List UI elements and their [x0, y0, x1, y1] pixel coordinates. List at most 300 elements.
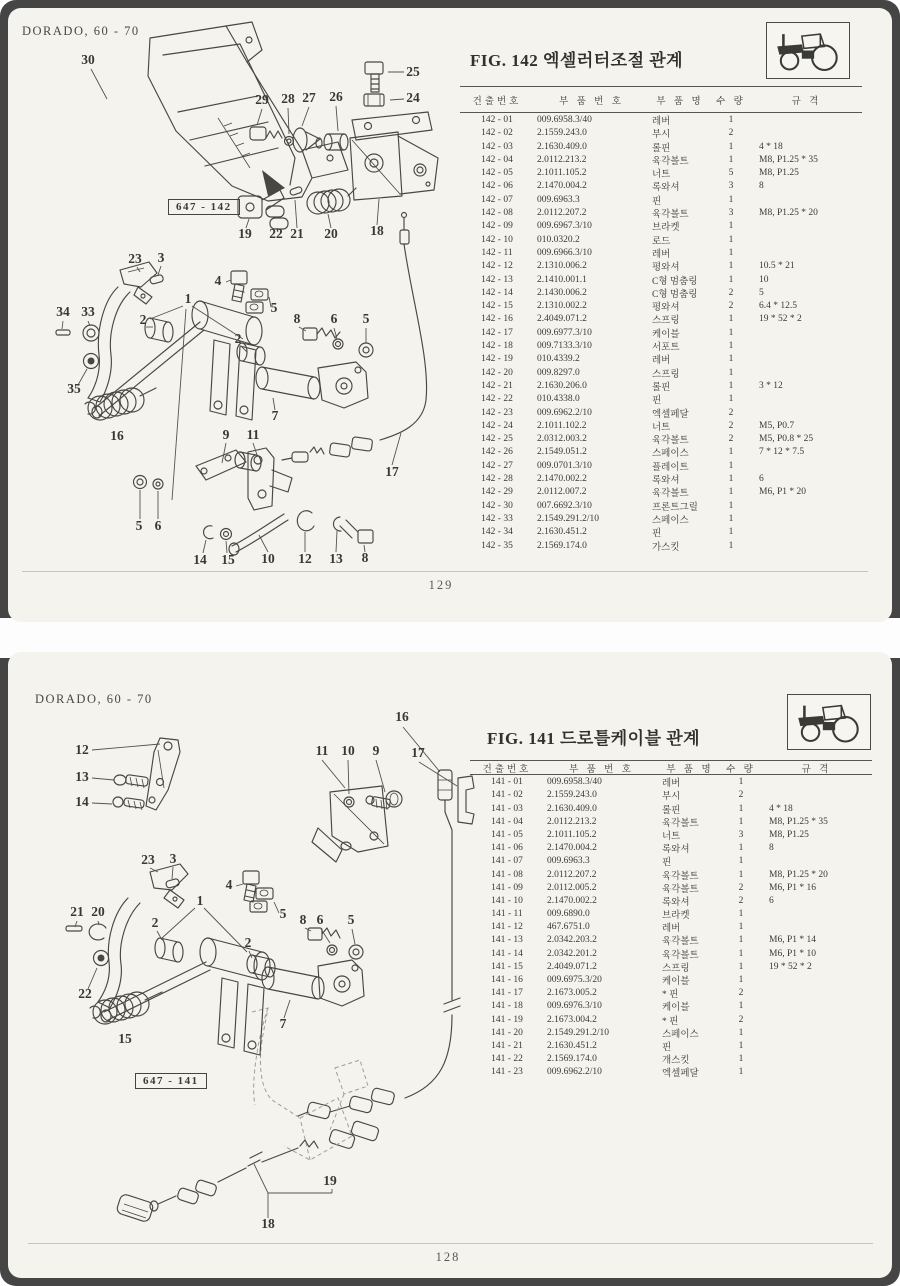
table-cell: 2.1630.206.0: [537, 380, 587, 391]
part-callout-number: 11: [246, 427, 260, 442]
table-cell: 부시: [662, 792, 681, 803]
table-cell: 142 - 34: [481, 527, 513, 538]
table-cell: 1: [738, 816, 744, 827]
table-cell: 142 - 12: [481, 261, 513, 272]
table-cell: 141 - 20: [491, 1027, 523, 1038]
table-cell: 2.1630.409.0: [537, 141, 587, 152]
table-cell: 1: [738, 948, 744, 959]
table-cell: 141 - 08: [491, 869, 523, 880]
table-cell: M8, P1.25 * 20: [769, 869, 828, 880]
table-row: [460, 326, 862, 339]
table-row: [460, 179, 862, 192]
table-cell: 2: [728, 128, 734, 139]
table-cell: M8, P1.25: [769, 829, 809, 840]
table-cell: 10.5 * 21: [759, 261, 795, 272]
table-cell: 1: [728, 460, 734, 471]
part-callout-number: 11: [315, 743, 329, 758]
table-cell: 141 - 21: [491, 1040, 523, 1051]
table-cell: 케이블: [652, 329, 680, 340]
part-callout-number: 27: [302, 90, 316, 105]
table-cell: 2: [738, 882, 744, 893]
table-cell: 1: [738, 1027, 744, 1038]
table-row: [460, 299, 862, 312]
table-cell: 009.6976.3/10: [547, 1001, 602, 1012]
part-callout-number: 10: [261, 551, 275, 566]
table-cell: 141 - 09: [491, 882, 523, 893]
table-cell: 레버: [652, 356, 671, 367]
table-cell: 142 - 26: [481, 447, 513, 458]
table-cell: 141 - 18: [491, 1001, 523, 1012]
table-row: [460, 499, 862, 512]
table-cell: 467.6751.0: [547, 922, 590, 933]
table-cell: 142 - 19: [481, 354, 513, 365]
part-callout-number: 3: [157, 250, 165, 265]
table-cell: 2.0112.213.2: [537, 154, 587, 165]
table-cell: 엑셀페달: [652, 409, 689, 420]
table-cell: 2: [738, 895, 744, 906]
table-cell: 009.6962.2/10: [547, 1067, 602, 1078]
table-cell: 10: [759, 274, 769, 285]
table-cell: 개스킷: [662, 1056, 690, 1067]
table-cell: 2.1549.291.2/10: [537, 513, 600, 524]
table-cell: 레버: [652, 117, 671, 127]
part-callout-number: 5: [347, 912, 355, 927]
table-cell: 009.7133.3/10: [537, 341, 592, 352]
callout-leader-line: [257, 109, 262, 125]
tractor-icon-box: [787, 694, 871, 750]
callout-leader-line: [288, 108, 289, 134]
table-cell: 1: [728, 341, 734, 352]
table-cell: 1: [728, 221, 734, 232]
table-cell: 2.1430.006.2: [537, 287, 587, 298]
table-cell: 2.1470.002.2: [547, 895, 597, 906]
table-cell: 2: [728, 434, 734, 445]
table-cell: 142 - 28: [481, 474, 513, 485]
table-cell: 핀: [652, 396, 662, 407]
table-cell: C형 멈춤링: [652, 276, 698, 287]
column-header: 부 품 번 호: [559, 96, 624, 107]
table-cell: 2.0112.207.2: [537, 208, 587, 219]
table-cell: M6, P1 * 10: [769, 948, 816, 959]
callout-leader-line: [376, 760, 385, 792]
table-cell: 142 - 35: [481, 540, 513, 551]
table-cell: 2.1630.451.2: [537, 527, 587, 538]
table-cell: 2.0112.213.2: [547, 816, 597, 827]
part-callout-number: 7: [279, 1016, 287, 1031]
table-cell: 로드: [652, 236, 671, 247]
table-cell: 육각볼트: [662, 871, 699, 882]
callout-leader-line: [91, 69, 107, 99]
table-cell: 레버: [662, 924, 681, 935]
table-cell: 141 - 06: [491, 843, 523, 854]
table-cell: 1: [728, 380, 734, 391]
part-callout-number: 5: [135, 518, 143, 533]
column-header: 부 품 번 호: [569, 765, 634, 775]
table-cell: 142 - 03: [481, 141, 513, 152]
table-cell: 141 - 12: [491, 922, 523, 933]
part-callout-number: 16: [395, 709, 409, 724]
table-cell: 1: [738, 935, 744, 946]
table-row: [460, 392, 862, 405]
part-callout-number: 6: [330, 311, 338, 326]
table-cell: 142 - 33: [481, 513, 513, 524]
table-cell: 록와셔: [652, 183, 680, 194]
table-row: [460, 153, 862, 166]
table-cell: 1: [728, 394, 734, 405]
table-cell: 육각볼트: [662, 818, 699, 829]
table-cell: 009.6963.3: [547, 856, 590, 867]
table-cell: 2.1559.243.0: [547, 790, 597, 801]
table-row: [460, 525, 862, 538]
table-row: [470, 788, 872, 801]
part-callout-number: 33: [81, 304, 95, 319]
part-callout-number: 3: [169, 851, 177, 866]
table-cell: 142 - 13: [481, 274, 513, 285]
parts-table-fig142: [460, 86, 862, 552]
table-cell: 2.1569.174.0: [537, 540, 587, 551]
table-cell: 2: [738, 1014, 744, 1025]
part-callout-number: 13: [75, 769, 89, 784]
table-cell: 009.8297.0: [537, 367, 580, 378]
page-number: 128: [435, 1250, 461, 1264]
table-cell: 142 - 18: [481, 341, 513, 352]
table-cell: 2.1549.051.2: [537, 447, 587, 458]
table-cell: 1: [728, 194, 734, 205]
part-callout-number: 23: [128, 251, 142, 266]
support-bracket-18: [350, 112, 438, 200]
column-header: 부 품 명: [666, 765, 714, 775]
part-callout-number: 35: [67, 381, 81, 396]
table-row: [460, 339, 862, 352]
table-cell: 141 - 04: [491, 816, 523, 827]
table-cell: 너트: [652, 170, 671, 181]
table-row: [460, 219, 862, 232]
table-cell: 1: [738, 1054, 744, 1065]
table-row: [470, 947, 872, 960]
table-row: [470, 1026, 872, 1039]
table-cell: 1: [728, 115, 734, 125]
table-cell: 1: [738, 922, 744, 933]
fastener-cluster-29-26: [250, 127, 348, 152]
model-label: DORADO, 60 - 70: [35, 692, 153, 706]
table-cell: 142 - 06: [481, 181, 513, 192]
table-cell: 1: [738, 869, 744, 880]
part-callout-number: 15: [118, 1031, 132, 1046]
table-cell: 너트: [662, 831, 681, 842]
table-cell: 스프링: [662, 963, 690, 974]
table-row: [460, 126, 862, 139]
table-cell: 육각볼트: [662, 950, 699, 961]
table-cell: M5, P0.8 * 25: [759, 434, 814, 445]
table-cell: 141 - 23: [491, 1067, 523, 1078]
table-cell: 2.1470.004.2: [537, 181, 587, 192]
page-number: 129: [428, 578, 454, 592]
part-callout-number: 14: [75, 794, 89, 809]
table-cell: 5: [759, 287, 764, 298]
table-row: [460, 113, 862, 126]
table-row: [470, 1065, 872, 1078]
table-cell: 가스킷: [652, 542, 680, 553]
table-cell: 6: [759, 474, 764, 485]
table-row: [470, 894, 872, 907]
table-cell: 2.4049.071.2: [537, 314, 587, 325]
table-cell: 4 * 18: [759, 141, 783, 152]
callout-leader-line: [158, 266, 161, 275]
table-row: [470, 1039, 872, 1052]
part-callout-number: 2: [244, 935, 252, 950]
table-cell: 스페이스: [652, 515, 689, 526]
part-callout-number: 16: [110, 428, 124, 443]
table-row: [470, 1013, 872, 1026]
table-cell: 6: [769, 895, 774, 906]
table-cell: 너트: [652, 422, 671, 433]
table-row: [470, 920, 872, 933]
table-cell: 2.0342.203.2: [547, 935, 597, 946]
table-cell: 2.1630.409.0: [547, 803, 597, 814]
table-cell: 009.6962.2/10: [537, 407, 592, 418]
table-cell: 스페이스: [652, 449, 689, 460]
table-cell: 2.1559.243.0: [537, 128, 587, 139]
table-cell: 스페이스: [662, 1029, 699, 1040]
callout-leader-line: [336, 106, 338, 131]
table-cell: 009.6966.3/10: [537, 247, 592, 258]
part-callout-number: 15: [221, 552, 235, 567]
bracket-11-bolt-9: [312, 786, 402, 862]
table-cell: M6, P1 * 14: [769, 935, 816, 946]
table-cell: 2.0342.201.2: [547, 948, 597, 959]
table-cell: 141 - 03: [491, 803, 523, 814]
table-row: [470, 999, 872, 1012]
table-row: [470, 933, 872, 946]
table-cell: 141 - 11: [491, 909, 523, 920]
table-row: [460, 445, 862, 458]
table-cell: 142 - 14: [481, 287, 513, 298]
table-cell: 육각볼트: [652, 436, 689, 447]
part-callout-number: 1: [184, 291, 192, 306]
table-row: [460, 259, 862, 272]
table-cell: M8, P1.25: [759, 168, 799, 179]
callout-leader-line: [62, 321, 63, 329]
bolt-25-nut-24: [364, 62, 384, 106]
part-callout-number: 21: [290, 226, 304, 241]
table-row: [470, 815, 872, 828]
table-cell: 핀: [662, 1042, 672, 1053]
table-cell: 142 - 22: [481, 394, 513, 405]
part-callout-number: 9: [372, 743, 380, 758]
page-fig142: [8, 8, 892, 622]
table-cell: 141 - 10: [491, 895, 523, 906]
table-cell: 스프링: [652, 369, 680, 380]
table-cell: 브라켓: [652, 223, 680, 234]
table-cell: 록와셔: [662, 845, 690, 856]
table-cell: 010.0320.2: [537, 234, 580, 245]
part-callout-number: 6: [316, 912, 324, 927]
table-cell: 2.1011.102.2: [537, 420, 587, 431]
table-cell: 2: [738, 790, 744, 801]
table-cell: 1: [728, 154, 734, 165]
part-callout-number: 12: [298, 551, 312, 566]
cable-adjuster-16-17: [438, 770, 474, 824]
tractor-icon: [788, 695, 870, 749]
part-callout-number: 22: [269, 226, 283, 241]
part-callout-number: 18: [370, 223, 384, 238]
ghost-pedal: [252, 1008, 368, 1160]
table-row: [460, 539, 862, 552]
footer-rule: [22, 571, 868, 572]
table-cell: 2: [728, 287, 734, 298]
footer-rule: [28, 1243, 873, 1244]
callout-leader-line: [336, 531, 337, 552]
table-cell: 8: [769, 843, 774, 854]
table-cell: 1: [738, 975, 744, 985]
table-cell: 009.6967.3/10: [537, 221, 592, 232]
table-cell: 142 - 10: [481, 234, 513, 245]
table-cell: 009.6958.3/40: [547, 777, 602, 788]
table-cell: 1: [728, 234, 734, 245]
table-cell: 육각볼트: [652, 489, 689, 500]
callout-leader-line: [254, 1164, 268, 1193]
callout-leader-line: [92, 778, 114, 780]
table-cell: 2.1470.004.2: [547, 843, 597, 854]
table-cell: M6, P1 * 16: [769, 882, 816, 893]
table-cell: 8: [759, 181, 764, 192]
table-cell: 2.1470.002.2: [537, 474, 587, 485]
callout-leader-line: [348, 760, 349, 794]
part-callout-number: 5: [362, 311, 370, 326]
tractor-icon: [767, 23, 849, 78]
part-callout-number: 19: [238, 226, 252, 241]
callout-leader-line: [390, 99, 404, 100]
table-cell: 2.1310.006.2: [537, 261, 587, 272]
table-cell: 142 - 29: [481, 487, 513, 498]
part-callout-number: 13: [329, 551, 343, 566]
column-header: 건출번호: [482, 765, 532, 775]
lower-cable-18-19: [116, 1120, 380, 1222]
table-row: [460, 166, 862, 179]
table-cell: 롤핀: [652, 143, 671, 154]
table-row: [470, 881, 872, 894]
table-header-row: [470, 760, 872, 775]
table-row: [470, 841, 872, 854]
model-label: DORADO, 60 - 70: [22, 24, 140, 38]
table-cell: 롤핀: [652, 382, 671, 393]
table-cell: 1: [738, 1067, 744, 1078]
table-cell: 핀: [652, 529, 662, 540]
column-header: 부 품 명: [656, 96, 704, 107]
table-cell: 케이블: [662, 977, 690, 987]
part-callout-number: 24: [406, 90, 420, 105]
table-cell: 3: [738, 829, 744, 840]
table-cell: 록와셔: [662, 897, 690, 908]
table-row: [460, 512, 862, 525]
table-cell: 1: [728, 274, 734, 285]
table-cell: 141 - 17: [491, 988, 523, 999]
part-callout-number: 4: [225, 877, 233, 892]
figure-box-label: 647 - 141: [135, 1073, 207, 1089]
table-cell: 142 - 16: [481, 314, 513, 325]
part-callout-number: 8: [293, 311, 301, 326]
table-cell: 009.0701.3/10: [537, 460, 592, 471]
part-callout-number: 2: [234, 331, 242, 346]
part-callout-number: 10: [341, 743, 355, 758]
part-callout-number: 30: [81, 52, 95, 67]
table-row: [470, 960, 872, 973]
callout-leader-line: [150, 306, 183, 319]
table-cell: 4 * 18: [769, 803, 793, 814]
table-cell: 평와셔: [652, 263, 680, 274]
table-cell: 2: [728, 301, 734, 312]
table-cell: 19 * 52 * 2: [759, 314, 802, 325]
table-row: [460, 140, 862, 153]
part-callout-number: 34: [56, 304, 70, 319]
table-cell: 142 - 21: [481, 380, 513, 391]
part-callout-number: 20: [324, 226, 338, 241]
part-callout-number: 8: [299, 912, 307, 927]
table-cell: 007.6692.3/10: [537, 500, 592, 511]
table-cell: 2.1549.291.2/10: [547, 1027, 610, 1038]
table-cell: 142 - 15: [481, 301, 513, 312]
column-header: 수 량: [716, 96, 746, 107]
table-cell: 141 - 22: [491, 1054, 523, 1065]
column-header: 규 격: [791, 96, 822, 107]
table-cell: 1: [728, 261, 734, 272]
part-callout-number: 6: [154, 518, 162, 533]
page-fig141: [8, 652, 892, 1278]
floor-panel: [148, 22, 348, 201]
table-cell: 레버: [662, 779, 681, 790]
table-cell: 141 - 19: [491, 1014, 523, 1025]
table-cell: M8, P1.25 * 35: [759, 154, 818, 165]
part-callout-number: 9: [222, 427, 230, 442]
table-row: [460, 406, 862, 419]
table-row: [460, 419, 862, 432]
part-callout-number: 28: [281, 91, 295, 106]
table-row: [470, 868, 872, 881]
table-cell: 7 * 12 * 7.5: [759, 447, 805, 458]
table-cell: 프론트그릴: [652, 502, 698, 513]
table-row: [470, 802, 872, 815]
callout-leader-line: [392, 433, 401, 465]
part-callout-number: 23: [141, 852, 155, 867]
table-cell: 2.1630.451.2: [547, 1040, 597, 1051]
pedal-shaft-assembly-141: [66, 864, 364, 1055]
table-row: [470, 828, 872, 841]
part-callout-number: 5: [270, 300, 278, 315]
table-cell: 009.6977.3/10: [537, 327, 592, 338]
table-cell: 1: [728, 527, 734, 538]
table-cell: 록와셔: [652, 476, 680, 487]
table-cell: 3 * 12: [759, 380, 783, 391]
table-cell: 2.0112.207.2: [547, 869, 597, 880]
column-header: 건출번호: [472, 96, 522, 107]
table-row: [460, 286, 862, 299]
table-cell: 010.4339.2: [537, 354, 580, 365]
table-cell: 2.0112.005.2: [547, 882, 597, 893]
callout-leader-line: [162, 908, 195, 938]
table-cell: 롤핀: [662, 805, 681, 816]
table-cell: 1: [728, 367, 734, 378]
table-row: [470, 1052, 872, 1065]
callout-leader-line: [172, 309, 186, 500]
table-cell: 1: [728, 141, 734, 152]
table-cell: 1: [728, 354, 734, 365]
table-cell: 플레이트: [652, 462, 689, 473]
table-cell: * 핀: [662, 990, 679, 1001]
column-header: 규 격: [801, 765, 832, 775]
table-cell: 2.0112.007.2: [537, 487, 587, 498]
callout-leader-line: [274, 902, 279, 913]
callout-leader-line: [352, 929, 355, 944]
